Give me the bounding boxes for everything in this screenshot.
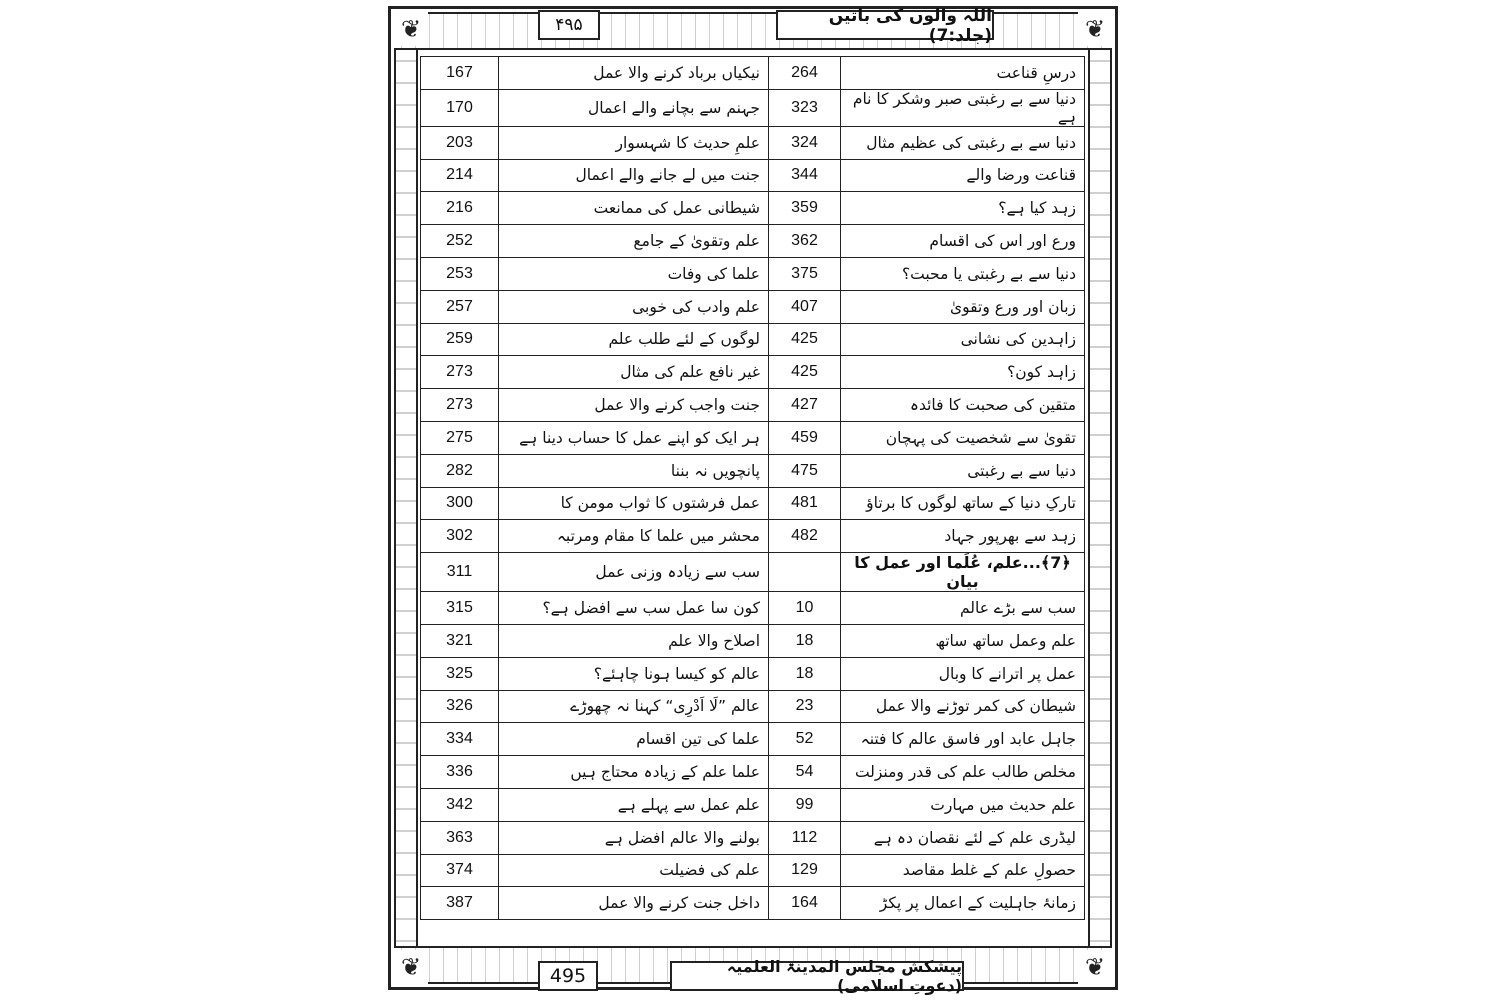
table-row xyxy=(421,356,1085,389)
table-row xyxy=(421,126,1085,159)
right-entry-title: تقویٰ سے شخصیت کی پہچان xyxy=(841,421,1085,454)
left-page-number: 302 xyxy=(421,520,499,553)
left-entry-title: داخل جنت کرنے والا عمل xyxy=(499,887,769,920)
right-page-number: 23 xyxy=(769,690,841,723)
right-page-number: 425 xyxy=(769,356,841,389)
right-page-number: 359 xyxy=(769,192,841,225)
right-page-number: 482 xyxy=(769,520,841,553)
right-entry-title: عمل پر اترانے کا وبال xyxy=(841,657,1085,690)
right-entry-title: زہد سے بھرپور جہاد xyxy=(841,520,1085,553)
table-row xyxy=(421,192,1085,225)
table-row xyxy=(421,854,1085,887)
table-row xyxy=(421,821,1085,854)
right-entry-title: مخلص طالب علم کی قدر ومنزلت xyxy=(841,756,1085,789)
left-page-number: 214 xyxy=(421,159,499,192)
table-row xyxy=(421,290,1085,323)
right-page-number: 54 xyxy=(769,756,841,789)
left-entry-title: علمِ حدیث کا شہسوار xyxy=(499,126,769,159)
corner-ornament-icon: ❦ xyxy=(394,12,428,46)
border-right-band xyxy=(1088,50,1112,946)
header-page-number: ۴۹۵ xyxy=(538,10,600,40)
left-page-number: 252 xyxy=(421,225,499,258)
right-entry-title: علم وعمل ساتھ ساتھ xyxy=(841,624,1085,657)
right-page-number: 375 xyxy=(769,257,841,290)
right-entry-title: علم حدیث میں مہارت xyxy=(841,788,1085,821)
left-entry-title: جہنم سے بچانے والے اعمال xyxy=(499,89,769,126)
footer-page-number: 495 xyxy=(538,961,598,991)
left-page-number: 336 xyxy=(421,756,499,789)
right-page-number: 459 xyxy=(769,421,841,454)
left-entry-title: عالم ”لَا اَدْرِی“ کہنا نہ چھوڑے xyxy=(499,690,769,723)
left-page-number: 342 xyxy=(421,788,499,821)
left-entry-title: شیطانی عمل کی ممانعت xyxy=(499,192,769,225)
right-entry-title: دنیا سے بے رغبتی یا محبت؟ xyxy=(841,257,1085,290)
table-row xyxy=(421,421,1085,454)
right-page-number: 18 xyxy=(769,657,841,690)
right-page-number: 362 xyxy=(769,225,841,258)
table-row xyxy=(421,389,1085,422)
right-entry-title: سب سے بڑے عالم xyxy=(841,592,1085,625)
border-top-band xyxy=(394,12,1112,50)
right-page-number: 407 xyxy=(769,290,841,323)
left-entry-title: علم وادب کی خوبی xyxy=(499,290,769,323)
table-of-contents xyxy=(420,56,1085,920)
right-entry-title: زہد کیا ہے؟ xyxy=(841,192,1085,225)
left-page-number: 216 xyxy=(421,192,499,225)
right-page-number: 164 xyxy=(769,887,841,920)
table-row xyxy=(421,225,1085,258)
table-row xyxy=(421,487,1085,520)
left-page-number: 273 xyxy=(421,356,499,389)
left-page-number: 282 xyxy=(421,454,499,487)
table-row xyxy=(421,89,1085,126)
right-page-number: 264 xyxy=(769,57,841,90)
table-row xyxy=(421,454,1085,487)
right-page-number xyxy=(769,553,841,592)
left-entry-title: بولنے والا عالم افضل ہے xyxy=(499,821,769,854)
table-row xyxy=(421,788,1085,821)
right-page-number: 427 xyxy=(769,389,841,422)
right-entry-title: دنیا سے بے رغبتی xyxy=(841,454,1085,487)
toc-body xyxy=(421,57,1085,920)
left-page-number: 300 xyxy=(421,487,499,520)
right-entry-title: درسِ قناعت xyxy=(841,57,1085,90)
right-entry-title: دنیا سے بے رغبتی صبر وشکر کا نام ہے xyxy=(841,89,1085,126)
left-page-number: 325 xyxy=(421,657,499,690)
left-page-number: 203 xyxy=(421,126,499,159)
left-entry-title: عالم کو کیسا ہونا چاہئے؟ xyxy=(499,657,769,690)
left-page-number: 170 xyxy=(421,89,499,126)
corner-ornament-icon: ❦ xyxy=(1078,950,1112,984)
left-entry-title: علم وتقویٰ کے جامع xyxy=(499,225,769,258)
table-row xyxy=(421,159,1085,192)
left-entry-title: نیکیاں برباد کرنے والا عمل xyxy=(499,57,769,90)
left-page-number: 253 xyxy=(421,257,499,290)
right-page-number: 324 xyxy=(769,126,841,159)
left-page-number: 334 xyxy=(421,723,499,756)
table-row xyxy=(421,690,1085,723)
left-page-number: 257 xyxy=(421,290,499,323)
right-entry-title: جاہل عابد اور فاسق عالم کا فتنہ xyxy=(841,723,1085,756)
header-book-title: اللہ والوں کی باتیں (جلد:7) xyxy=(776,10,994,40)
left-entry-title: ہر ایک کو اپنے عمل کا حساب دینا ہے xyxy=(499,421,769,454)
right-page-number: 52 xyxy=(769,723,841,756)
footer-publisher: پیشکش مجلس المدینۃ العلمیہ (دعوتِ اسلامی) xyxy=(670,961,964,991)
table-row xyxy=(421,723,1085,756)
left-entry-title: لوگوں کے لئے طلب علم xyxy=(499,323,769,356)
table-row xyxy=(421,592,1085,625)
table-row xyxy=(421,257,1085,290)
right-page-number: 10 xyxy=(769,592,841,625)
left-entry-title: عمل فرشتوں کا ثواب مومن کا xyxy=(499,487,769,520)
right-entry-title: حصولِ علم کے غلط مقاصد xyxy=(841,854,1085,887)
border-left-band xyxy=(394,50,418,946)
left-entry-title: غیر نافع علم کی مثال xyxy=(499,356,769,389)
corner-ornament-icon: ❦ xyxy=(394,950,428,984)
right-entry-title: متقین کی صحبت کا فائدہ xyxy=(841,389,1085,422)
table-row xyxy=(421,57,1085,90)
right-page-number: 112 xyxy=(769,821,841,854)
left-entry-title: کون سا عمل سب سے افضل ہے؟ xyxy=(499,592,769,625)
table-row xyxy=(421,323,1085,356)
left-entry-title: علما کی وفات xyxy=(499,257,769,290)
right-page-number: 18 xyxy=(769,624,841,657)
left-page-number: 273 xyxy=(421,389,499,422)
right-page-number: 481 xyxy=(769,487,841,520)
left-entry-title: علما کی تین اقسام xyxy=(499,723,769,756)
left-entry-title: سب سے زیادہ وزنی عمل xyxy=(499,553,769,592)
right-page-number: 99 xyxy=(769,788,841,821)
left-page-number: 275 xyxy=(421,421,499,454)
right-entry-title: زاہد کون؟ xyxy=(841,356,1085,389)
left-page-number: 321 xyxy=(421,624,499,657)
left-entry-title: محشر میں علما کا مقام ومرتبہ xyxy=(499,520,769,553)
section-heading: ﴿7﴾...علم، عُلَما اور عمل کا بیان xyxy=(841,553,1085,592)
left-entry-title: علما علم کے زیادہ محتاج ہیں xyxy=(499,756,769,789)
right-entry-title: زمانۂ جاہلیت کے اعمال پر پکڑ xyxy=(841,887,1085,920)
table-row xyxy=(421,657,1085,690)
table-row xyxy=(421,553,1085,592)
right-entry-title: زبان اور ورع وتقویٰ xyxy=(841,290,1085,323)
right-page-number: 425 xyxy=(769,323,841,356)
left-entry-title: علم کی فضیلت xyxy=(499,854,769,887)
left-page-number: 167 xyxy=(421,57,499,90)
left-page-number: 387 xyxy=(421,887,499,920)
right-page-number: 344 xyxy=(769,159,841,192)
left-entry-title: اصلاح والا علم xyxy=(499,624,769,657)
right-page-number: 129 xyxy=(769,854,841,887)
right-entry-title: دنیا سے بے رغبتی کی عظیم مثال xyxy=(841,126,1085,159)
table-row xyxy=(421,520,1085,553)
table-row xyxy=(421,756,1085,789)
right-entry-title: لیڈری علم کے لئے نقصان دہ ہے xyxy=(841,821,1085,854)
right-entry-title: ورع اور اس کی اقسام xyxy=(841,225,1085,258)
right-entry-title: تارکِ دنیا کے ساتھ لوگوں کا برتاؤ xyxy=(841,487,1085,520)
left-entry-title: پانچویں نہ بننا xyxy=(499,454,769,487)
left-entry-title: علم عمل سے پہلے ہے xyxy=(499,788,769,821)
table-row xyxy=(421,624,1085,657)
table-row xyxy=(421,887,1085,920)
left-page-number: 311 xyxy=(421,553,499,592)
right-page-number: 475 xyxy=(769,454,841,487)
right-entry-title: شیطان کی کمر توڑنے والا عمل xyxy=(841,690,1085,723)
left-page-number: 374 xyxy=(421,854,499,887)
corner-ornament-icon: ❦ xyxy=(1078,12,1112,46)
left-page-number: 315 xyxy=(421,592,499,625)
left-entry-title: جنت میں لے جانے والے اعمال xyxy=(499,159,769,192)
left-page-number: 326 xyxy=(421,690,499,723)
right-entry-title: زاہدین کی نشانی xyxy=(841,323,1085,356)
right-entry-title: قناعت ورضا والے xyxy=(841,159,1085,192)
right-page-number: 323 xyxy=(769,89,841,126)
left-page-number: 363 xyxy=(421,821,499,854)
left-page-number: 259 xyxy=(421,323,499,356)
left-entry-title: جنت واجب کرنے والا عمل xyxy=(499,389,769,422)
